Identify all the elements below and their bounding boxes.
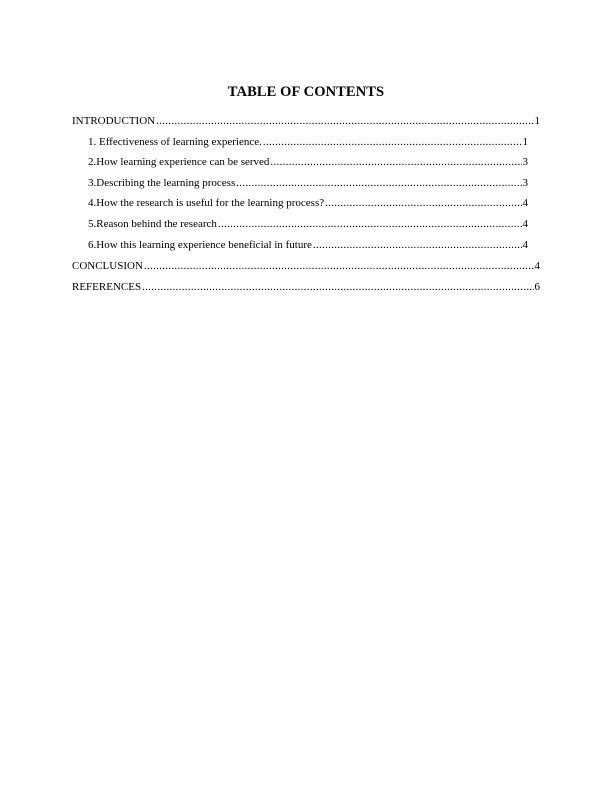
- toc-entry-label: 4.How the research is useful for the learning process?: [88, 197, 325, 209]
- toc-entry-label: REFERENCES: [72, 281, 142, 293]
- toc-entry-label: 1. Effectiveness of learning experience.: [88, 136, 262, 148]
- toc-page-number: 4: [522, 239, 528, 251]
- toc-entry-describing[interactable]: [88, 176, 528, 190]
- toc-dot-leader: [236, 176, 521, 190]
- toc-dot-leader: [313, 238, 522, 252]
- toc-page-number: 1: [534, 115, 540, 127]
- toc-entry-future[interactable]: [88, 238, 528, 252]
- toc-dot-leader: [218, 217, 522, 231]
- toc-dot-leader: [270, 155, 521, 169]
- toc-entry-conclusion[interactable]: [72, 259, 540, 273]
- toc-page-number: 4: [522, 197, 528, 209]
- toc-dot-leader: [156, 114, 533, 128]
- toc-page-number: 4: [534, 260, 540, 272]
- toc-dot-leader: [263, 135, 522, 149]
- toc-entry-reason[interactable]: [88, 217, 528, 231]
- toc-page-number: 3: [522, 177, 528, 189]
- toc-entry-references[interactable]: [72, 280, 540, 294]
- toc-title: TABLE OF CONTENTS: [227, 84, 385, 100]
- toc-dot-leader: [144, 259, 534, 273]
- toc-entry-served[interactable]: [88, 155, 528, 169]
- toc-entry-label: CONCLUSION: [72, 260, 143, 272]
- toc-entry-label: 3.Describing the learning process: [88, 177, 236, 189]
- toc-page-number: 1: [522, 136, 528, 148]
- toc-entry-label: INTRODUCTION: [72, 115, 156, 127]
- toc-entry-label: 5.Reason behind the research: [88, 218, 217, 230]
- toc-dot-leader: [325, 196, 521, 210]
- toc-entry-introduction[interactable]: [72, 114, 540, 128]
- toc-entry-effectiveness[interactable]: [88, 135, 528, 149]
- toc-page-number: 4: [522, 218, 528, 230]
- toc-dot-leader: [142, 280, 533, 294]
- toc-page-number: 3: [522, 156, 528, 168]
- toc-page-number: 6: [534, 281, 540, 293]
- toc-entry-research-useful[interactable]: [88, 196, 528, 210]
- toc-entry-label: 6.How this learning experience beneficial in future: [88, 239, 312, 251]
- toc-entry-label: 2.How learning experience can be served: [88, 156, 270, 168]
